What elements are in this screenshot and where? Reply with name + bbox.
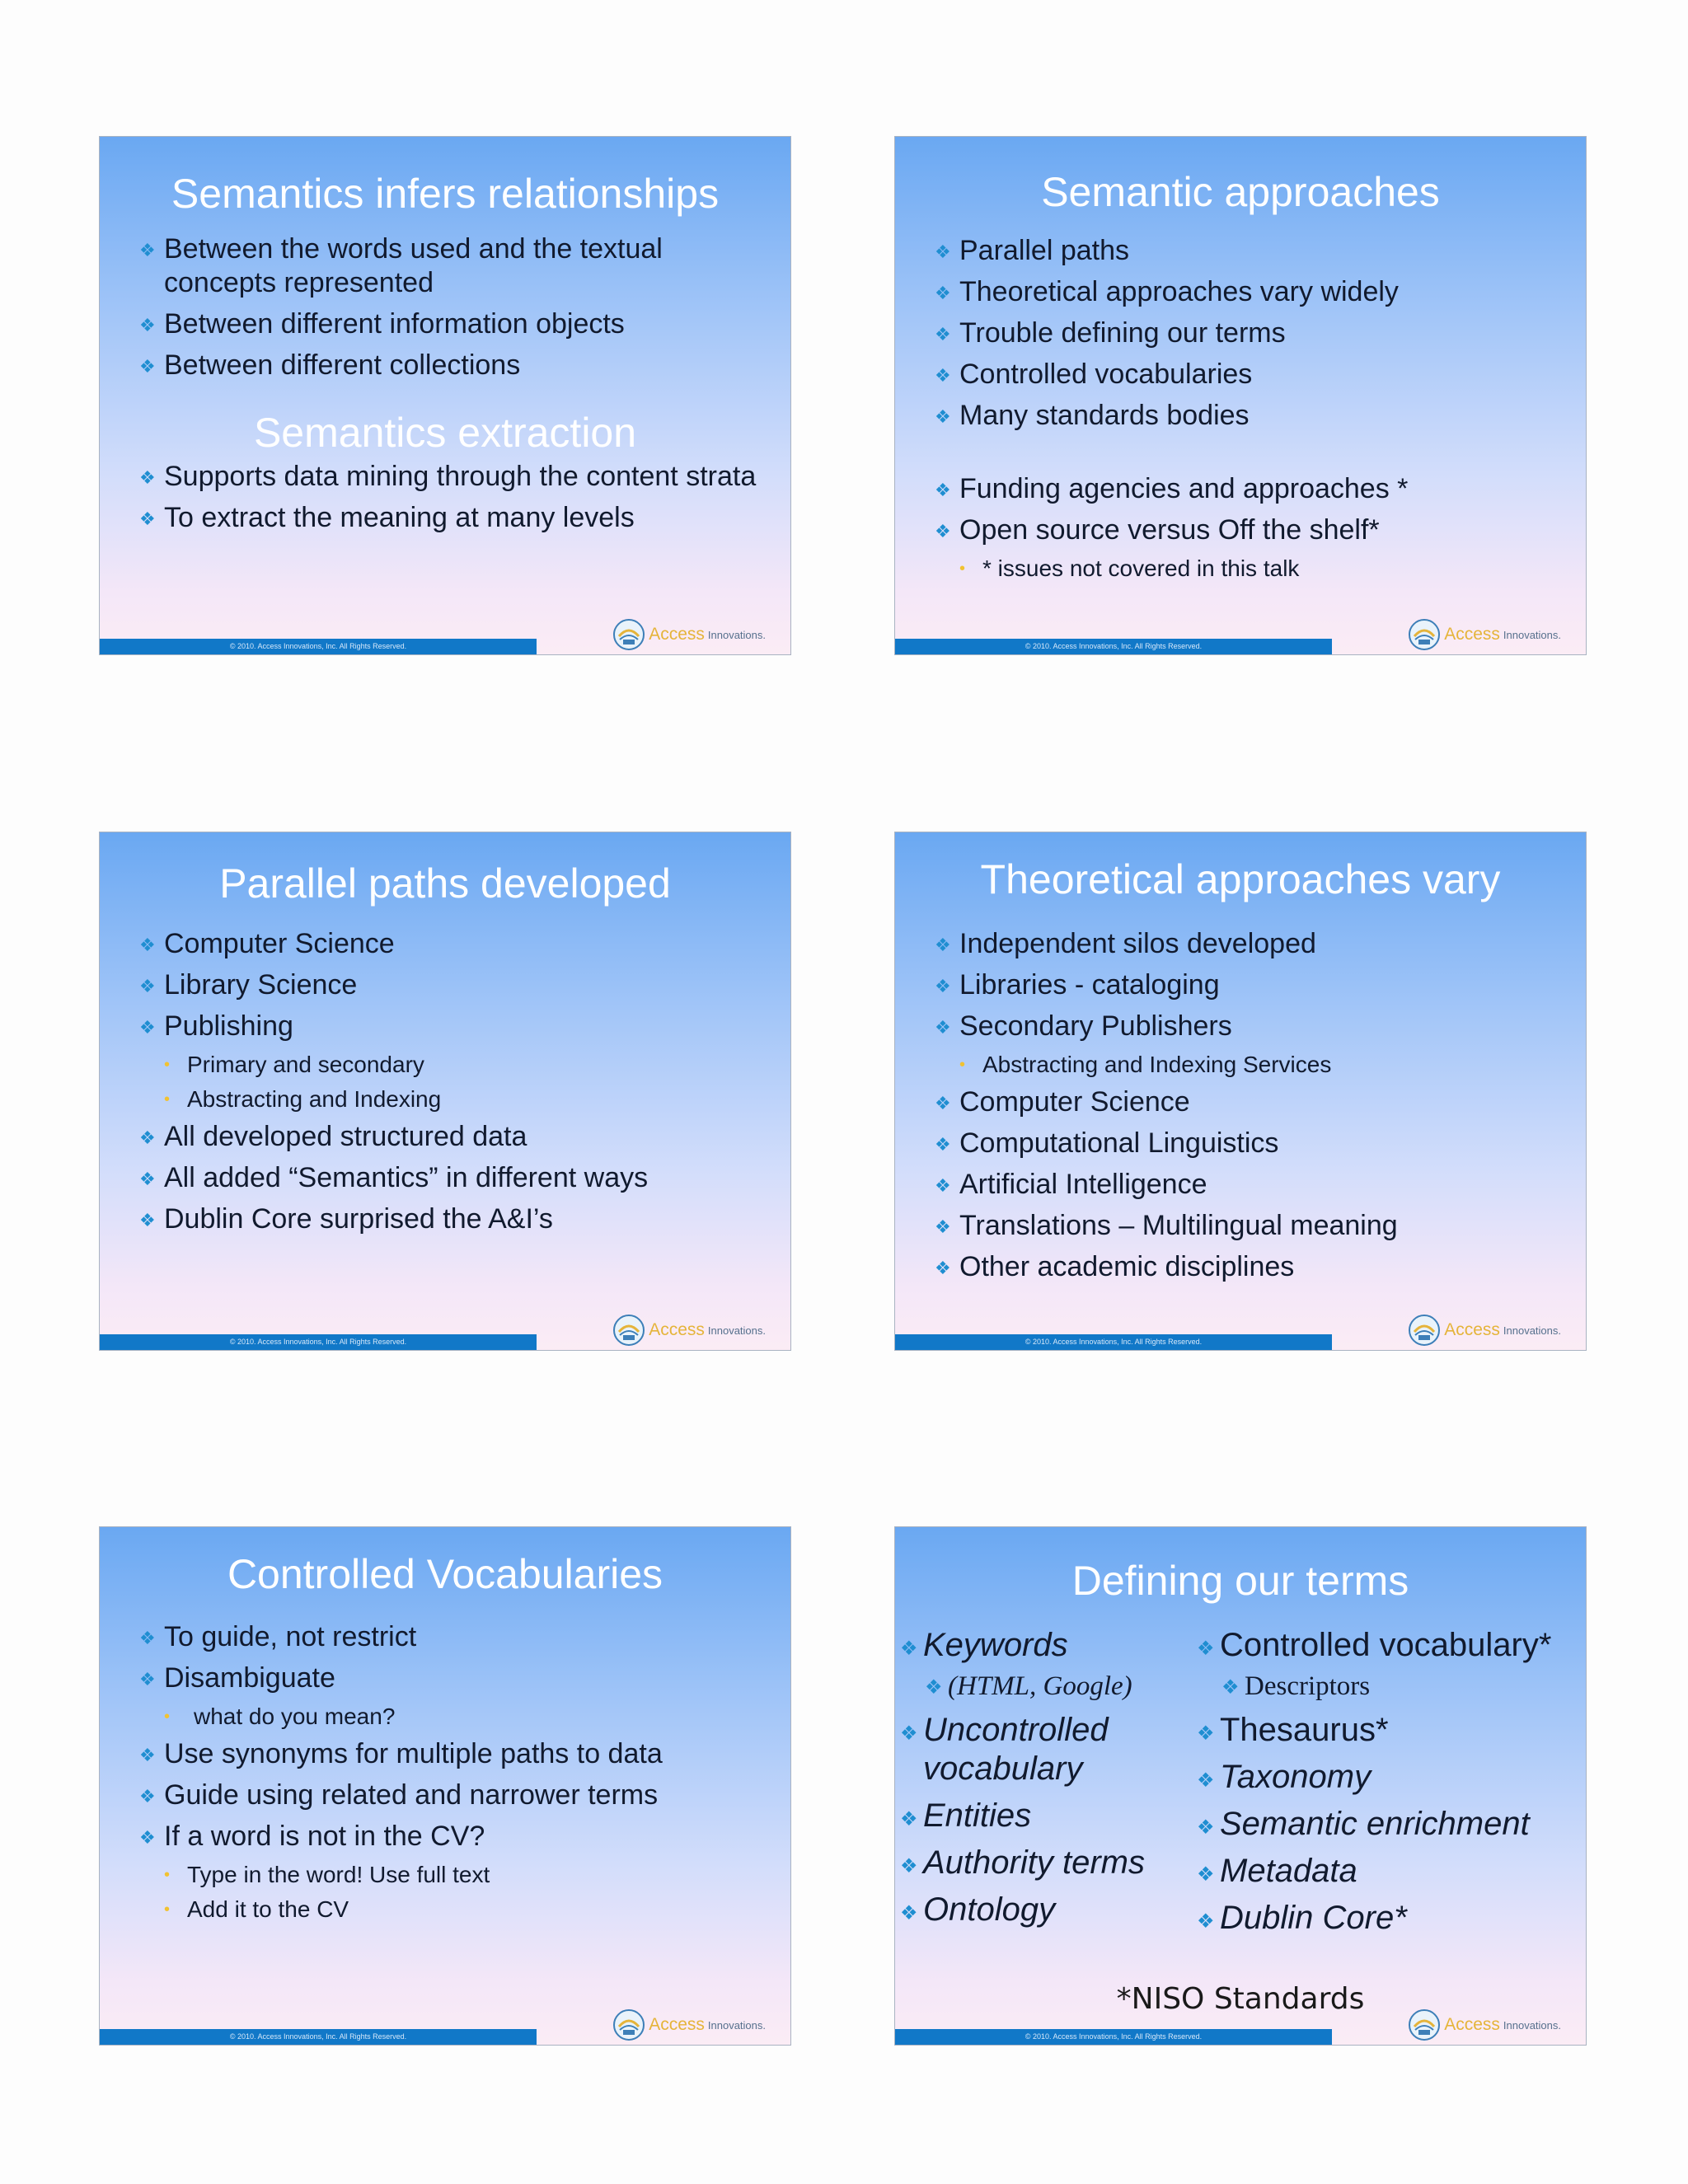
list-item: ❖ Supports data mining through the content strata <box>139 460 766 494</box>
diamond-bullet-icon: ❖ <box>139 467 156 488</box>
logo-icon <box>612 1314 645 1347</box>
logo-icon <box>612 2008 645 2041</box>
diamond-bullet-icon: ❖ <box>139 1628 156 1648</box>
diamond-bullet-icon: ❖ <box>139 1669 156 1690</box>
list-item: ❖ Library Science <box>139 968 766 1002</box>
slide-title: Semantic approaches <box>1041 169 1440 215</box>
slide-title: Semantics infers relationships <box>171 171 720 217</box>
slide-semantic-approaches <box>894 136 1587 655</box>
list-item: ❖ Guide using related and narrower terms <box>139 1779 766 1812</box>
bullet-list <box>139 232 766 390</box>
diamond-bullet-icon: ❖ <box>925 1677 943 1699</box>
diamond-bullet-icon: ❖ <box>139 976 156 996</box>
list-item: ❖ Between different collections <box>139 349 766 382</box>
slide-subtitle: Semantics extraction <box>253 410 637 456</box>
logo-brand: Access <box>649 2015 705 2034</box>
list-item: ❖ Computer Science <box>139 927 766 961</box>
sub-list-item: • Type in the word! Use full text <box>164 1862 490 1887</box>
list-item: ❖ Controlled vocabularies <box>935 358 1561 391</box>
list-item: ❖ Semantic enrichment <box>1197 1805 1559 1844</box>
diamond-bullet-icon: ❖ <box>935 480 951 500</box>
list-item: ❖ Thesaurus* <box>1197 1711 1559 1750</box>
bullet-list <box>935 234 1561 589</box>
slide-title: Parallel paths developed <box>219 860 671 907</box>
logo-icon <box>612 618 645 651</box>
list-item: ❖ Ontology <box>900 1891 1197 1929</box>
bullet-list <box>139 1620 766 1930</box>
logo-brand: Access <box>1444 1320 1500 1339</box>
logo-suffix: Innovations. <box>707 2018 766 2032</box>
copyright-footer: © 2010. Access Innovations, Inc. All Rights Reserved. <box>100 2029 537 2045</box>
logo-brand: Access <box>649 625 705 644</box>
slide-parallel-paths <box>99 832 791 1351</box>
diamond-bullet-icon: ❖ <box>935 406 951 427</box>
logo-suffix: Innovations. <box>1503 1324 1561 1337</box>
two-column-list <box>900 1626 1569 1946</box>
list-item: ❖ Theoretical approaches vary widely <box>935 275 1561 309</box>
list-item: ❖ All developed structured data <box>139 1120 766 1154</box>
diamond-bullet-icon: ❖ <box>139 1127 156 1148</box>
diamond-bullet-icon: ❖ <box>935 241 951 262</box>
diamond-bullet-icon: ❖ <box>1197 1910 1215 1933</box>
list-item: ❖ Metadata <box>1197 1852 1559 1891</box>
diamond-bullet-icon: ❖ <box>935 283 951 303</box>
list-item: ❖ Translations – Multilingual meaning <box>935 1209 1561 1243</box>
list-item: ❖ Dublin Core* <box>1197 1899 1559 1938</box>
diamond-bullet-icon: ❖ <box>1197 1863 1215 1886</box>
left-column <box>900 1626 1197 1946</box>
dot-bullet-icon: • <box>164 1056 171 1074</box>
company-logo <box>1408 618 1561 651</box>
diamond-bullet-icon: ❖ <box>139 1827 156 1848</box>
list-item: ❖ All added “Semantics” in different ways <box>139 1161 766 1195</box>
list-item: ❖ Many standards bodies <box>935 399 1561 433</box>
logo-brand: Access <box>1444 2015 1500 2034</box>
diamond-bullet-icon: ❖ <box>935 324 951 344</box>
logo-icon <box>1408 1314 1441 1347</box>
sub-list-item: ❖ Descriptors <box>1197 1670 1559 1703</box>
diamond-bullet-icon: ❖ <box>139 356 156 377</box>
logo-icon <box>1408 2008 1441 2041</box>
diamond-bullet-icon: ❖ <box>139 1017 156 1038</box>
slide-theoretical-approaches <box>894 832 1587 1351</box>
diamond-bullet-icon: ❖ <box>1197 1769 1215 1792</box>
list-item: ❖ To extract the meaning at many levels <box>139 501 766 535</box>
diamond-bullet-icon: ❖ <box>139 1210 156 1230</box>
diamond-bullet-icon: ❖ <box>900 1722 918 1745</box>
sub-list-item: • * issues not covered in this talk <box>959 555 1300 581</box>
diamond-bullet-icon: ❖ <box>935 521 951 541</box>
diamond-bullet-icon: ❖ <box>935 935 951 955</box>
list-item: ❖ If a word is not in the CV? <box>139 1820 766 1854</box>
diamond-bullet-icon: ❖ <box>935 365 951 386</box>
diamond-bullet-icon: ❖ <box>935 1258 951 1278</box>
list-item: ❖ Controlled vocabulary* <box>1197 1626 1559 1665</box>
logo-brand: Access <box>649 1320 705 1339</box>
diamond-bullet-icon: ❖ <box>900 1855 918 1877</box>
list-item: ❖ Computer Science <box>935 1085 1561 1119</box>
dot-bullet-icon: • <box>959 560 966 578</box>
list-item: ❖ To guide, not restrict <box>139 1620 766 1654</box>
list-item: ❖ Funding agencies and approaches * <box>935 472 1561 506</box>
logo-suffix: Innovations. <box>707 628 766 641</box>
slide-title: Defining our terms <box>1071 1558 1409 1604</box>
list-item: ❖ Secondary Publishers <box>935 1010 1561 1043</box>
diamond-bullet-icon: ❖ <box>139 1745 156 1765</box>
dot-bullet-icon: • <box>164 1900 171 1919</box>
dot-bullet-icon: • <box>164 1708 171 1726</box>
diamond-bullet-icon: ❖ <box>935 976 951 996</box>
list-item: ❖ Publishing <box>139 1010 766 1043</box>
dot-bullet-icon: • <box>959 1056 966 1074</box>
diamond-bullet-icon: ❖ <box>900 1902 918 1924</box>
sub-list-item: • Abstracting and Indexing Services <box>959 1052 1332 1077</box>
copyright-footer: © 2010. Access Innovations, Inc. All Rights Reserved. <box>100 1334 537 1350</box>
list-item: ❖ Dublin Core surprised the A&I’s <box>139 1202 766 1236</box>
logo-brand: Access <box>1444 625 1500 644</box>
diamond-bullet-icon: ❖ <box>935 1175 951 1196</box>
sub-list-item: • Primary and secondary <box>164 1052 424 1077</box>
company-logo <box>1408 2008 1561 2041</box>
list-item: ❖ Authority terms <box>900 1844 1197 1882</box>
niso-footnote: *NISO Standards <box>1116 1982 1365 2016</box>
company-logo <box>1408 1314 1561 1347</box>
list-item: ❖ Disambiguate <box>139 1661 766 1695</box>
list-item: ❖ Keywords <box>900 1626 1197 1665</box>
diamond-bullet-icon: ❖ <box>935 1134 951 1155</box>
list-item: ❖ Libraries - cataloging <box>935 968 1561 1002</box>
bullet-list <box>139 927 766 1244</box>
sub-list-item: • Abstracting and Indexing <box>164 1086 442 1112</box>
logo-icon <box>1408 618 1441 651</box>
list-item: ❖ Trouble defining our terms <box>935 316 1561 350</box>
diamond-bullet-icon: ❖ <box>139 935 156 955</box>
list-item: ❖ Use synonyms for multiple paths to data <box>139 1737 766 1771</box>
diamond-bullet-icon: ❖ <box>900 1808 918 1830</box>
list-item: ❖ Taxonomy <box>1197 1758 1559 1797</box>
list-item: ❖ Independent silos developed <box>935 927 1561 961</box>
sub-list-item: • what do you mean? <box>164 1704 396 1729</box>
diamond-bullet-icon: ❖ <box>1197 1638 1215 1660</box>
list-item: ❖ Computational Linguistics <box>935 1127 1561 1160</box>
list-item: ❖ Entities <box>900 1797 1197 1835</box>
diamond-bullet-icon: ❖ <box>1197 1722 1215 1745</box>
dot-bullet-icon: • <box>164 1866 171 1884</box>
slide-defining-terms <box>894 1526 1587 2046</box>
list-item: ❖ Parallel paths <box>935 234 1561 268</box>
sub-list-item: ❖ (HTML, Google) <box>900 1670 1197 1703</box>
copyright-footer: © 2010. Access Innovations, Inc. All Rights Reserved. <box>895 639 1332 654</box>
diamond-bullet-icon: ❖ <box>900 1638 918 1660</box>
copyright-footer: © 2010. Access Innovations, Inc. All Rights Reserved. <box>895 1334 1332 1350</box>
dot-bullet-icon: • <box>164 1090 171 1108</box>
logo-suffix: Innovations. <box>1503 2018 1561 2032</box>
diamond-bullet-icon: ❖ <box>1197 1816 1215 1839</box>
diamond-bullet-icon: ❖ <box>139 1169 156 1189</box>
copyright-footer: © 2010. Access Innovations, Inc. All Rights Reserved. <box>895 2029 1332 2045</box>
diamond-bullet-icon: ❖ <box>139 240 156 260</box>
sub-list-item: • Add it to the CV <box>164 1896 349 1922</box>
diamond-bullet-icon: ❖ <box>139 315 156 335</box>
bullet-list <box>935 927 1561 1291</box>
diamond-bullet-icon: ❖ <box>1221 1677 1240 1699</box>
diamond-bullet-icon: ❖ <box>139 509 156 529</box>
list-item: ❖ Between different information objects <box>139 307 766 341</box>
list-item: ❖ Between the words used and the textual concepts represented <box>139 233 663 298</box>
copyright-footer: © 2010. Access Innovations, Inc. All Rights Reserved. <box>100 639 537 654</box>
company-logo <box>612 618 766 651</box>
company-logo <box>612 1314 766 1347</box>
slide-title: Controlled Vocabularies <box>227 1551 663 1597</box>
bullet-list <box>139 460 766 542</box>
diamond-bullet-icon: ❖ <box>935 1093 951 1113</box>
logo-suffix: Innovations. <box>1503 628 1561 641</box>
right-column <box>1197 1626 1559 1946</box>
slide-semantics-infers <box>99 136 791 655</box>
logo-suffix: Innovations. <box>707 1324 766 1337</box>
list-item: ❖ Other academic disciplines <box>935 1250 1561 1284</box>
company-logo <box>612 2008 766 2041</box>
slide-title: Theoretical approaches vary <box>980 856 1501 902</box>
list-item: ❖ Artificial Intelligence <box>935 1168 1561 1202</box>
list-item: ❖ Open source versus Off the shelf* <box>935 513 1561 547</box>
slide-controlled-vocabularies <box>99 1526 791 2046</box>
diamond-bullet-icon: ❖ <box>935 1216 951 1237</box>
list-item: ❖ Uncontrolled vocabulary <box>900 1712 1109 1787</box>
diamond-bullet-icon: ❖ <box>139 1786 156 1807</box>
diamond-bullet-icon: ❖ <box>935 1017 951 1038</box>
